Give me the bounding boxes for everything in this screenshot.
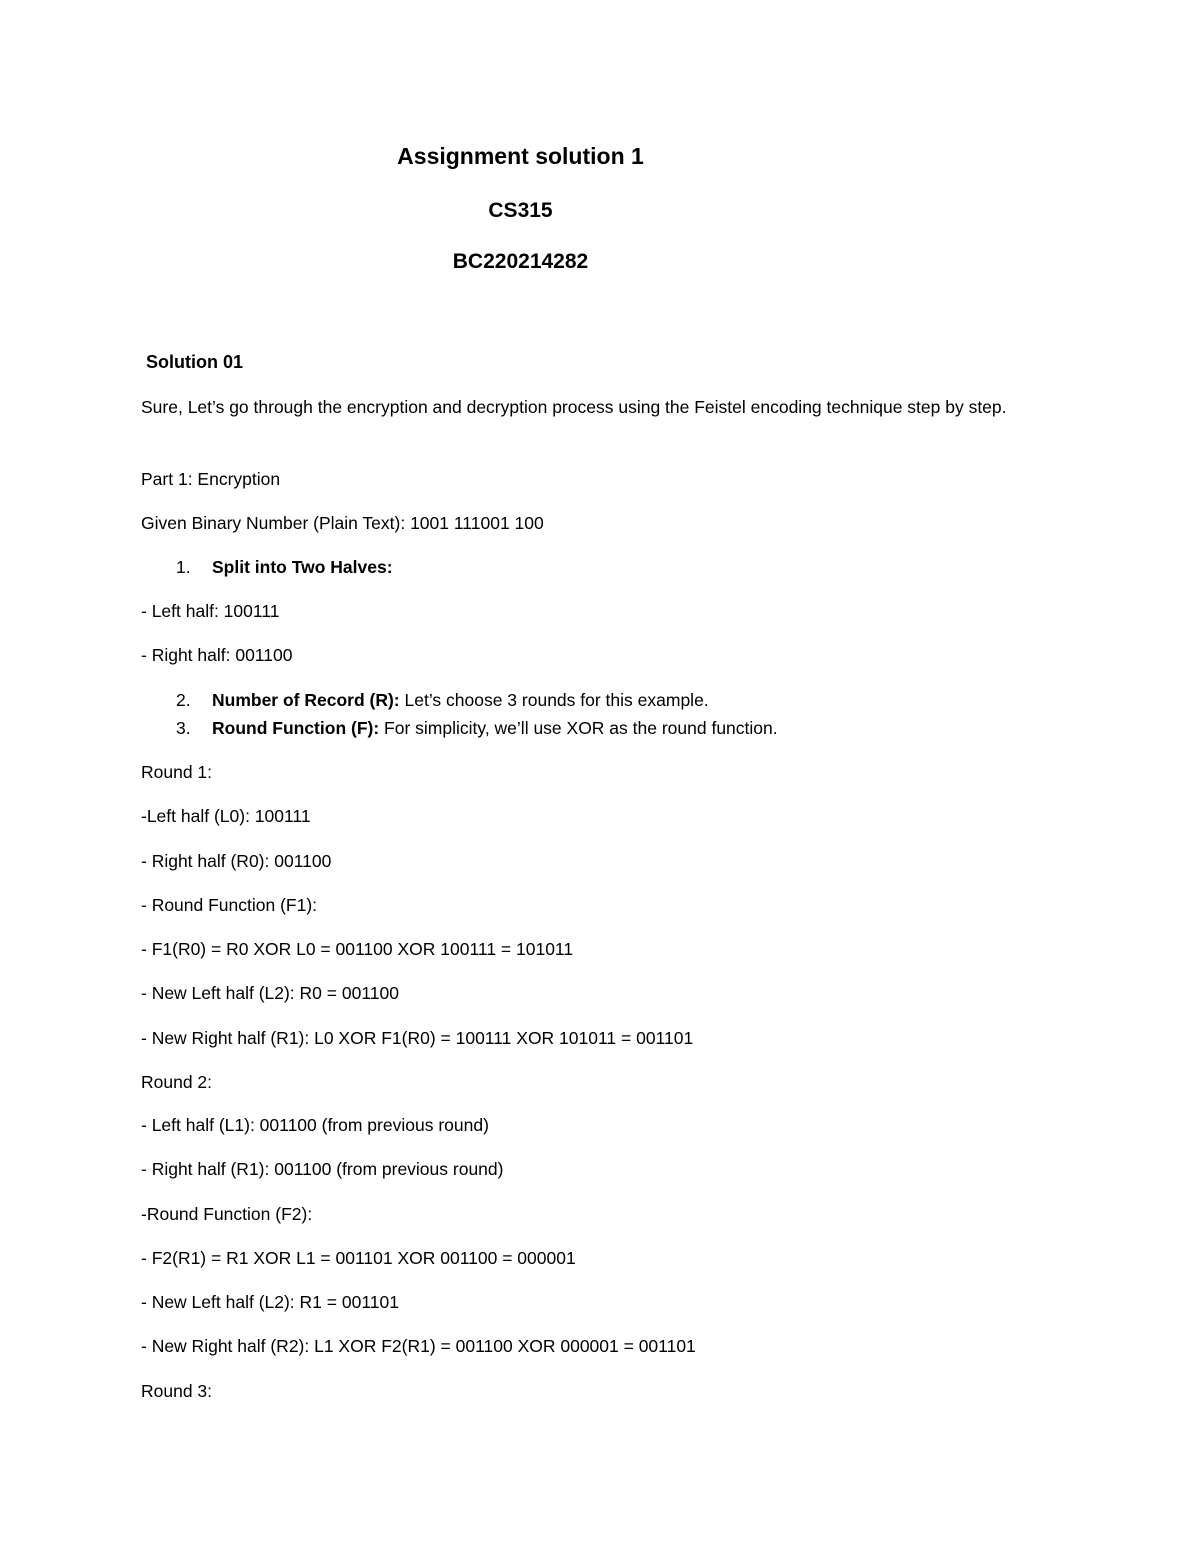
document-title: Assignment solution 1 xyxy=(397,143,644,169)
round2-title: Round 2: xyxy=(141,1072,213,1092)
round1-line: -Left half (L0): 100111 xyxy=(141,806,311,826)
step-2 xyxy=(176,686,709,714)
round3-title: Round 3: xyxy=(141,1381,213,1401)
round2-line: - New Left half (L2): R1 = 001101 xyxy=(141,1292,399,1312)
right-half-line: - Right half: 001100 xyxy=(141,645,293,665)
round2-line: - Left half (L1): 001100 (from previous round) xyxy=(141,1115,489,1135)
student-id: BC220214282 xyxy=(452,250,589,273)
step-label: Split into Two Halves: xyxy=(212,557,393,577)
step-label: Number of Record (R): xyxy=(212,690,400,710)
course-code: CS315 xyxy=(488,199,553,222)
step-3 xyxy=(176,714,778,742)
round1-line: - F1(R0) = R0 XOR L0 = 001100 XOR 100111 = 101011 xyxy=(141,939,574,959)
intro-paragraph: Sure, Let’s go through the encryption and decryption process using the Feistel encoding technique step by step. xyxy=(141,397,1007,417)
step-text: Let’s choose 3 rounds for this example. xyxy=(399,690,709,710)
step-number: 3. xyxy=(176,718,191,738)
step-text: For simplicity, we’ll use XOR as the round function. xyxy=(379,718,778,738)
solution-heading: Solution 01 xyxy=(146,352,244,372)
left-half-line: - Left half: 100111 xyxy=(141,601,280,621)
round2-line: -Round Function (F2): xyxy=(141,1204,313,1224)
round1-line: - Round Function (F1): xyxy=(141,895,318,915)
round1-line: - New Right half (R1): L0 XOR F1(R0) = 100111 XOR 101011 = 001101 xyxy=(141,1028,694,1048)
step-number: 1. xyxy=(176,557,191,577)
round2-line: - New Right half (R2): L1 XOR F2(R1) = 001100 XOR 000001 = 001101 xyxy=(141,1336,696,1356)
step-number: 2. xyxy=(176,690,191,710)
round1-line: - New Left half (L2): R0 = 001100 xyxy=(141,983,399,1003)
step-1 xyxy=(176,553,393,581)
round1-title: Round 1: xyxy=(141,762,213,782)
step-label: Round Function (F): xyxy=(212,718,380,738)
part1-heading: Part 1: Encryption xyxy=(141,469,281,489)
round2-line: - Right half (R1): 001100 (from previous round) xyxy=(141,1159,504,1179)
round2-line: - F2(R1) = R1 XOR L1 = 001101 XOR 001100 = 000001 xyxy=(141,1248,576,1268)
given-plaintext: Given Binary Number (Plain Text): 1001 111001 100 xyxy=(141,513,544,533)
round1-line: - Right half (R0): 001100 xyxy=(141,851,332,871)
